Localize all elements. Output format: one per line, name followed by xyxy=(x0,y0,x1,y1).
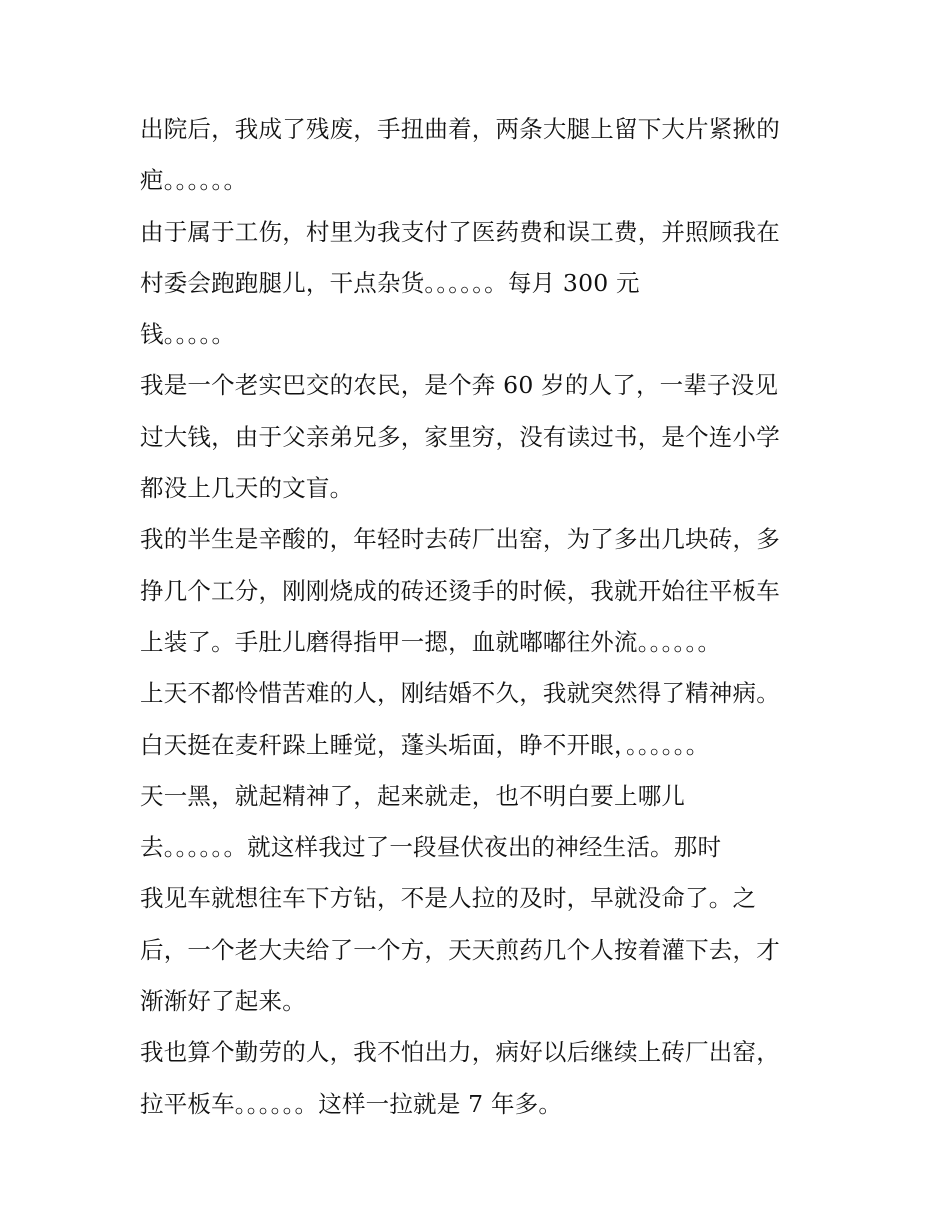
text-line: 我的半生是辛酸的，年轻时去砖厂出窑，为了多出几块砖，多 xyxy=(140,525,780,554)
text-line: 钱。。。。。 xyxy=(140,320,236,349)
text-line: 上天不都怜惜苦难的人，刚结婚不久，我就突然得了精神病。 xyxy=(140,679,780,708)
body-text xyxy=(140,104,820,1130)
text-line: 我也算个勤劳的人，我不怕出力，病好以后继续上砖厂出窑， xyxy=(140,1038,780,1067)
text-line: 由于属于工伤，村里为我支付了医药费和误工费，并照顾我在 xyxy=(140,217,780,246)
text-line: 拉平板车。。。。。。这样一拉就是 7 年多。 xyxy=(140,1089,563,1118)
text-line: 村委会跑跑腿儿，干点杂货。。。。。。每月 300 元 xyxy=(140,268,640,297)
text-line: 我是一个老实巴交的农民，是个奔 60 岁的人了，一辈子没见 xyxy=(140,371,779,400)
text-line: 都没上几天的文盲。 xyxy=(140,474,354,503)
text-line: 后，一个老大夫给了一个方，天天煎药几个人按着灌下去，才 xyxy=(140,935,780,964)
text-line: 白天挺在麦秆跺上睡觉，蓬头垢面，睁不开眼，。。。。。。 xyxy=(140,730,710,759)
text-line: 天一黑，就起精神了，起来就走，也不明白要上哪儿 xyxy=(140,781,686,810)
text-line: 疤。。。。。。 xyxy=(140,166,248,195)
text-line: 去。。。。。。就这样我过了一段昼伏夜出的神经生活。那时 xyxy=(140,833,722,862)
text-line: 上装了。手肚儿磨得指甲一摁，血就嘟嘟往外流。。。。。。 xyxy=(140,627,722,656)
text-line: 渐渐好了起来。 xyxy=(140,987,306,1016)
text-line: 过大钱，由于父亲弟兄多，家里穷，没有读过书，是个连小学 xyxy=(140,422,780,451)
text-line: 出院后，我成了残废，手扭曲着，两条大腿上留下大片紧揪的 xyxy=(140,115,780,143)
text-line: 挣几个工分，刚刚烧成的砖还烫手的时候，我就开始往平板车 xyxy=(140,576,780,605)
text-line: 我见车就想往车下方钻，不是人拉的及时，早就没命了。之 xyxy=(140,884,757,913)
